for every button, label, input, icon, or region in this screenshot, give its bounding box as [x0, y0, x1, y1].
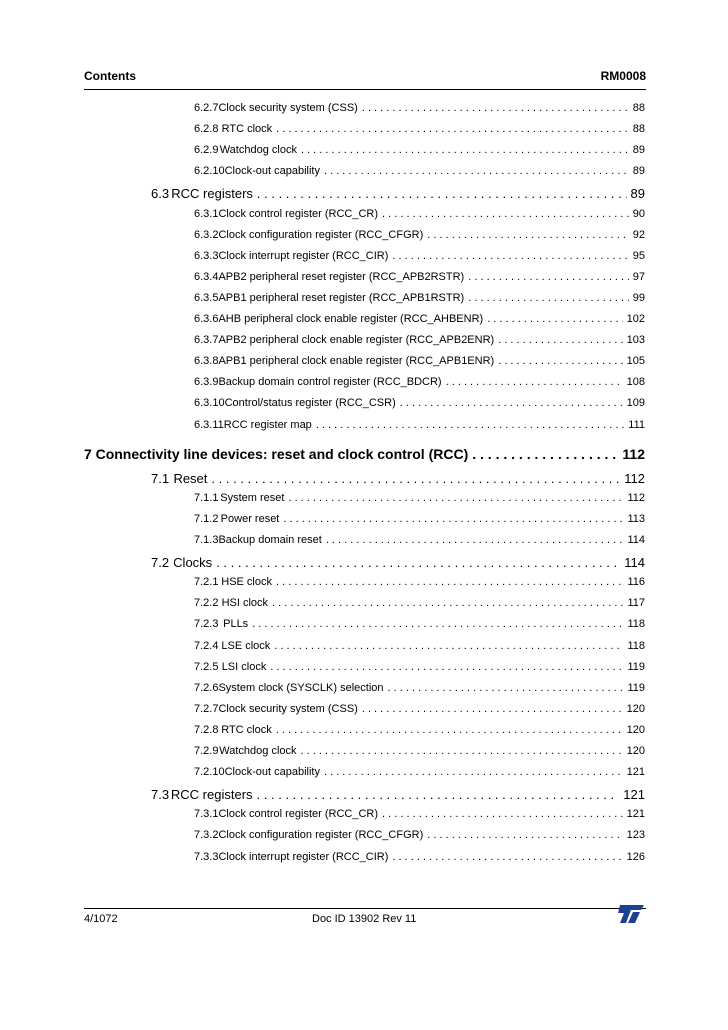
- toc-entry-title[interactable]: RTC clock: [221, 723, 272, 736]
- toc-entry-title[interactable]: PLLs: [223, 618, 249, 631]
- toc-dot-leader: [468, 271, 629, 283]
- toc-dot-leader: [252, 618, 623, 630]
- toc-entry[interactable]: [194, 724, 645, 744]
- toc-entry[interactable]: [194, 597, 645, 617]
- toc-entry-page[interactable]: 97: [632, 270, 645, 283]
- toc-dot-leader: [301, 745, 623, 757]
- toc-entry-page[interactable]: 112: [622, 445, 645, 462]
- toc-entry-title[interactable]: Watchdog clock: [219, 745, 297, 757]
- toc-entry-number: 6.3.3: [194, 249, 219, 262]
- toc-entry-number: 7.2: [151, 555, 170, 571]
- toc-dot-leader: [498, 334, 622, 346]
- toc-entry-title[interactable]: System reset: [220, 491, 285, 504]
- toc-entry[interactable]: [194, 102, 645, 122]
- toc-entry-number: 6.2.10: [194, 165, 225, 178]
- toc-entry-number: 6.2.7: [194, 102, 219, 114]
- toc-dot-leader: [257, 787, 620, 802]
- toc-entry[interactable]: [194, 419, 645, 439]
- toc-dot-leader: [468, 292, 629, 304]
- toc-dot-leader: [276, 123, 629, 135]
- toc-entry-page[interactable]: 89: [632, 144, 645, 157]
- toc-entry-number: 6.3.1: [194, 207, 219, 220]
- toc-entry[interactable]: [194, 208, 645, 228]
- toc-entry-page[interactable]: 99: [632, 291, 645, 304]
- toc-entry[interactable]: [194, 534, 645, 554]
- toc-entry[interactable]: [194, 682, 645, 702]
- toc-dot-leader: [487, 313, 622, 325]
- toc-entry-page[interactable]: 92: [632, 228, 645, 241]
- toc-dot-leader: [400, 397, 623, 409]
- toc-dot-leader: [283, 513, 623, 525]
- toc-entry[interactable]: [194, 492, 645, 512]
- toc-entry-title[interactable]: APB2 peripheral reset register (RCC_APB2RSTR): [218, 270, 465, 283]
- toc-dot-leader: [382, 208, 629, 220]
- toc-entry-title[interactable]: Clock configuration register (RCC_CFGR): [218, 829, 424, 842]
- toc-entry-page[interactable]: 109: [626, 397, 645, 410]
- toc-entry-page[interactable]: 112: [627, 491, 645, 504]
- toc-entry-title[interactable]: APB1 peripheral reset register (RCC_APB1RSTR): [218, 291, 465, 304]
- toc-entry-page[interactable]: 95: [632, 249, 645, 262]
- toc-entry-number: 7.2.4: [194, 639, 219, 652]
- toc-entry-number: 6.3.6: [194, 313, 219, 325]
- toc-entry-title[interactable]: AHB peripheral clock enable register (RCC_AHBENR): [218, 313, 484, 325]
- toc-entry[interactable]: [194, 618, 645, 638]
- toc-entry[interactable]: [194, 334, 645, 354]
- toc-entry-title[interactable]: Control/status register (RCC_CSR): [224, 397, 396, 410]
- toc-entry-number: 6.3.5: [194, 291, 219, 304]
- toc-entry[interactable]: [194, 165, 645, 185]
- toc-dot-leader: [276, 576, 623, 588]
- toc-entry-page[interactable]: 121: [626, 808, 645, 821]
- toc-dot-leader: [427, 829, 622, 841]
- toc-entry[interactable]: [194, 250, 645, 270]
- toc-entry[interactable]: [194, 851, 645, 871]
- toc-entry-number: 6.3: [151, 186, 170, 202]
- toc-entry-number: 7.2.8: [194, 723, 219, 736]
- toc-entry[interactable]: [194, 313, 645, 333]
- toc-dot-leader: [446, 376, 623, 388]
- header-section-title: Contents: [84, 69, 136, 83]
- toc-entry-page[interactable]: 88: [632, 102, 645, 114]
- footer-doc-ref: Doc ID 13902 Rev 11: [312, 913, 417, 925]
- toc-entry-number: 6.3.10: [194, 397, 225, 410]
- toc-entry-number: 7.2.9: [194, 745, 219, 757]
- toc-entry-title[interactable]: RTC clock: [221, 123, 273, 136]
- toc-dot-leader: [272, 597, 623, 609]
- page-header: [84, 69, 646, 87]
- toc-dot-leader: [362, 102, 629, 114]
- toc-entry-number: 7.1.3: [194, 534, 219, 546]
- toc-dot-leader: [326, 534, 624, 546]
- toc-entry-number: 7.2.10: [194, 766, 225, 779]
- toc-entry-title[interactable]: Clocks: [173, 555, 213, 571]
- toc-entry-page[interactable]: 120: [626, 745, 645, 757]
- toc-entry-page[interactable]: 88: [632, 123, 645, 136]
- toc-entry-title[interactable]: RCC register map: [223, 418, 312, 431]
- toc-entry-page[interactable]: 89: [630, 186, 645, 202]
- toc-entry[interactable]: [151, 186, 645, 206]
- toc-dot-leader: [472, 446, 618, 462]
- toc-dot-leader: [324, 766, 623, 778]
- toc-entry-title[interactable]: APB2 peripheral clock enable register (RCC_APB2ENR): [218, 334, 495, 347]
- toc-dot-leader: [211, 471, 620, 486]
- toc-entry-number: 7.3: [151, 787, 170, 803]
- toc-dot-leader: [324, 165, 629, 177]
- toc-entry-title[interactable]: Backup domain control register (RCC_BDCR): [218, 376, 442, 389]
- toc-entry-number: 7.1.2: [194, 512, 219, 525]
- toc-entry[interactable]: [194, 766, 645, 786]
- toc-entry-title[interactable]: HSE clock: [221, 576, 272, 589]
- toc-entry[interactable]: [194, 745, 645, 765]
- toc-dot-leader: [316, 419, 624, 431]
- toc-entry-number: 7.1: [151, 470, 170, 486]
- toc-entry-number: 7.1.1: [194, 491, 219, 504]
- toc-entry-page[interactable]: 119: [627, 660, 645, 673]
- toc-entry[interactable]: [194, 376, 645, 396]
- toc-entry-number: 6.3.11: [194, 418, 224, 431]
- toc-entry-page[interactable]: 116: [627, 576, 645, 589]
- toc-dot-leader: [382, 808, 623, 820]
- toc-entry-page[interactable]: 90: [632, 207, 645, 220]
- toc-entry-page[interactable]: 111: [628, 418, 645, 431]
- toc-dot-leader: [388, 682, 624, 694]
- toc-entry[interactable]: [194, 292, 645, 312]
- toc-entry-title[interactable]: Clock interrupt register (RCC_CIR): [218, 249, 389, 262]
- toc-entry-title[interactable]: RCC registers: [170, 787, 253, 803]
- toc-entry[interactable]: [194, 640, 645, 660]
- toc-entry-title[interactable]: Clock interrupt register (RCC_CIR): [218, 850, 389, 863]
- toc-entry-page[interactable]: 117: [627, 597, 645, 610]
- toc-entry-title[interactable]: Reset: [173, 470, 208, 486]
- toc-entry-number: 6.3.4: [194, 270, 219, 283]
- toc-entry-title[interactable]: Clock control register (RCC_CR): [218, 207, 379, 220]
- toc-dot-leader: [276, 724, 623, 736]
- toc-entry-page[interactable]: 112: [624, 470, 645, 486]
- toc-entry-number: 6.2.8: [194, 123, 219, 136]
- page-footer: [84, 909, 646, 929]
- toc-entry[interactable]: [151, 471, 645, 491]
- toc-entry-title[interactable]: Clock control register (RCC_CR): [218, 808, 379, 821]
- st-logo-icon: [616, 903, 646, 925]
- footer-page-number: 4/1072: [84, 913, 118, 925]
- toc-entry[interactable]: [151, 787, 645, 807]
- toc-entry-title[interactable]: APB1 peripheral clock enable register (RCC_APB1ENR): [218, 355, 495, 368]
- toc-entry[interactable]: [194, 271, 645, 291]
- toc-entry-title[interactable]: Clock security system (CSS): [218, 702, 358, 715]
- toc-entry-page[interactable]: 121: [626, 766, 645, 779]
- toc-entry-number: 7.2.6: [194, 681, 219, 694]
- toc-entry-page[interactable]: 120: [626, 702, 645, 715]
- toc-entry-title[interactable]: Connectivity line devices: reset and clock control (RCC): [95, 445, 469, 462]
- toc-entry-page[interactable]: 89: [632, 165, 645, 178]
- toc-entry-number: 7.2.5: [194, 660, 219, 673]
- toc-entry[interactable]: [194, 513, 645, 533]
- toc-dot-leader: [257, 186, 627, 201]
- toc-dot-leader: [392, 250, 628, 262]
- toc-entry[interactable]: [194, 808, 645, 828]
- toc-dot-leader: [270, 661, 623, 673]
- header-rule: [84, 89, 646, 90]
- toc-dot-leader: [301, 144, 629, 156]
- toc-entry[interactable]: [194, 144, 645, 164]
- toc-entry[interactable]: [151, 555, 645, 575]
- toc-entry[interactable]: [194, 229, 645, 249]
- toc-entry-title[interactable]: System clock (SYSCLK) selection: [218, 681, 384, 694]
- toc-entry[interactable]: [194, 661, 645, 681]
- toc-entry-title[interactable]: Clock configuration register (RCC_CFGR): [218, 228, 424, 241]
- toc-entry-number: 7: [84, 445, 92, 462]
- toc-entry-title[interactable]: RCC registers: [171, 186, 253, 202]
- toc-dot-leader: [216, 555, 620, 570]
- toc-entry-title[interactable]: LSI clock: [221, 660, 267, 673]
- toc-entry-title[interactable]: Clock-out capability: [224, 766, 320, 779]
- toc-dot-leader: [427, 229, 629, 241]
- toc-entry-title[interactable]: Clock-out capability: [224, 165, 320, 178]
- toc-dot-leader: [362, 703, 623, 715]
- toc-entry-page[interactable]: 108: [626, 376, 645, 389]
- toc-entry-title[interactable]: HSI clock: [221, 597, 269, 610]
- toc-entry-number: 7.2.1: [194, 576, 219, 589]
- toc-entry[interactable]: [194, 397, 645, 417]
- toc-entry-title[interactable]: Watchdog clock: [219, 144, 297, 157]
- toc-entry-title[interactable]: Clock security system (CSS): [218, 102, 358, 114]
- toc-dot-leader: [288, 492, 623, 504]
- toc-entry-number: 6.3.9: [194, 376, 219, 389]
- toc-entry-number: 6.3.2: [194, 228, 219, 241]
- header-doc-id: RM0008: [600, 69, 646, 83]
- toc-entry[interactable]: [194, 703, 645, 723]
- toc-dot-leader: [498, 355, 622, 367]
- toc-entry-number: 7.3.1: [194, 808, 219, 821]
- toc-entry-number: 6.3.8: [194, 355, 219, 368]
- toc-entry-number: 7.3.2: [194, 829, 219, 842]
- toc-entry-page[interactable]: 114: [627, 534, 645, 546]
- toc-entry-number: 6.2.9: [194, 144, 219, 157]
- toc-entry-page[interactable]: 114: [624, 555, 645, 571]
- toc-entry-number: 7.2.3: [194, 618, 219, 631]
- toc-entry-title[interactable]: Backup domain reset: [218, 534, 322, 546]
- toc-entry-page[interactable]: 105: [626, 355, 645, 368]
- toc-entry-number: 6.3.7: [194, 334, 219, 347]
- toc-entry-page[interactable]: 126: [626, 850, 645, 863]
- toc-entry-page[interactable]: 103: [626, 334, 645, 347]
- toc-entry-page[interactable]: 121: [623, 787, 645, 803]
- toc-entry[interactable]: [194, 829, 645, 849]
- toc-entry-page[interactable]: 113: [627, 512, 645, 525]
- toc-entry-page[interactable]: 102: [626, 313, 645, 325]
- toc-entry[interactable]: [84, 446, 645, 466]
- toc-entry-page[interactable]: 118: [627, 618, 645, 631]
- toc-entry-number: 7.2.7: [194, 702, 219, 715]
- toc-entry-page[interactable]: 123: [626, 829, 645, 842]
- toc-entry-number: 7.3.3: [194, 850, 219, 863]
- toc-dot-leader: [392, 851, 622, 863]
- toc-dot-leader: [274, 640, 623, 652]
- toc-entry-page[interactable]: 118: [627, 639, 645, 652]
- toc-entry-title[interactable]: LSE clock: [221, 639, 271, 652]
- toc-entry-title[interactable]: Power reset: [220, 512, 280, 525]
- toc-entry[interactable]: [194, 576, 645, 596]
- toc-entry[interactable]: [194, 123, 645, 143]
- toc-entry-page[interactable]: 119: [627, 681, 645, 694]
- toc-entry-number: 7.2.2: [194, 597, 219, 610]
- toc-entry[interactable]: [194, 355, 645, 375]
- toc-entry-page[interactable]: 120: [626, 723, 645, 736]
